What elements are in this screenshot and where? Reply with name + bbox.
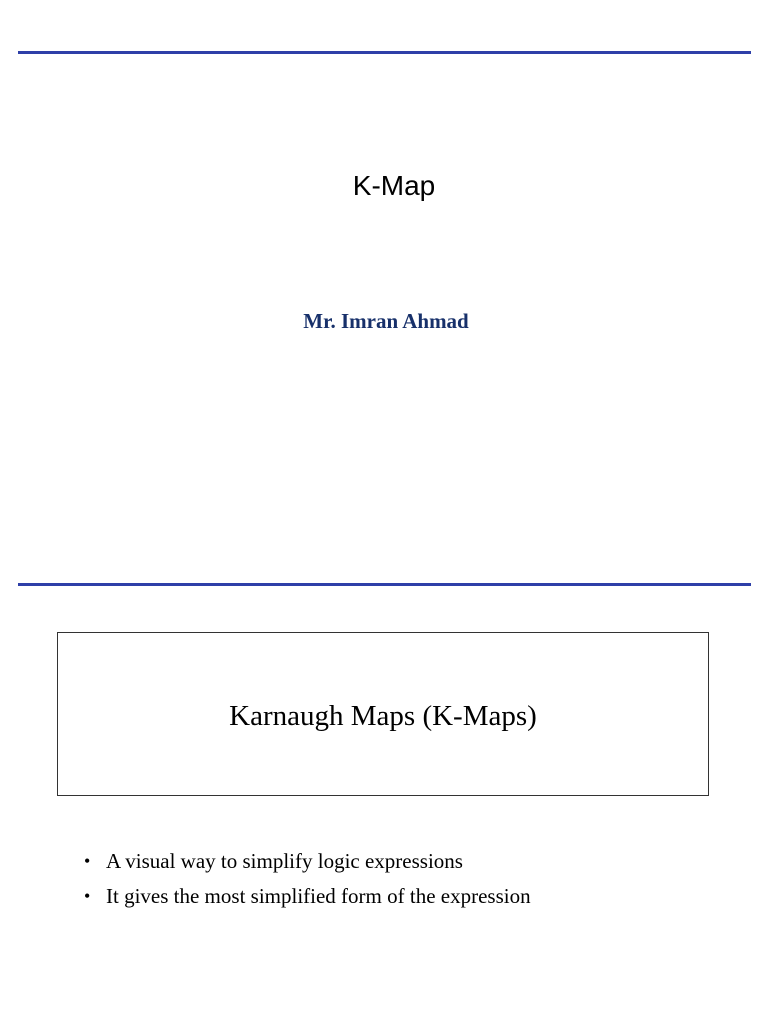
slide-heading: Karnaugh Maps (K-Maps) (229, 700, 537, 732)
top-divider (18, 51, 751, 54)
author-name: Mr. Imran Ahmad (303, 309, 469, 333)
bullet-text: A visual way to simplify logic expressions (106, 849, 463, 873)
slide-divider (18, 583, 751, 586)
list-item (84, 879, 531, 914)
slide-title: K-Map (352, 170, 436, 201)
bullet-text: It gives the most simplified form of the expression (106, 884, 531, 908)
list-item (84, 844, 531, 879)
bullet-icon: • (84, 851, 91, 871)
bullet-list (84, 844, 531, 914)
bullet-icon: • (84, 886, 91, 906)
